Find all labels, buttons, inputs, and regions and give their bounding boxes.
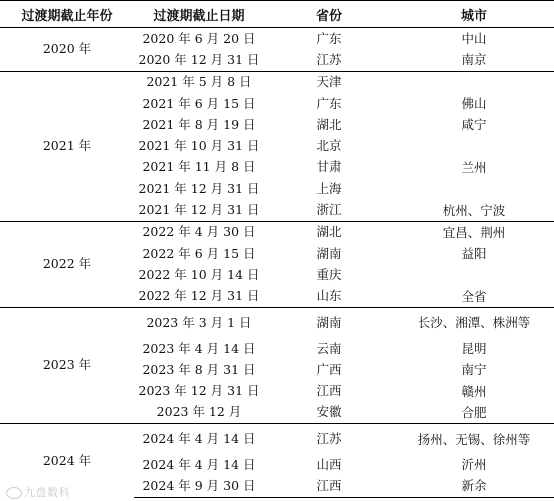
city-cell: 沂州 xyxy=(461,457,487,473)
header-province: 省份 xyxy=(264,1,394,28)
city-cell: 益阳 xyxy=(461,246,487,262)
city-cell: 长沙、湘潭、株洲等 xyxy=(394,307,554,338)
date-cell: 2022 年 12 月 31 日 xyxy=(138,288,260,304)
province-cell: 天津 xyxy=(264,71,394,93)
year-cell: 2024 年 xyxy=(0,424,134,498)
date-cell: 2021 年 12 月 31 日 xyxy=(138,180,260,196)
province-cell: 山西 xyxy=(316,456,342,472)
date-cell: 2021 年 12 月 31 日 xyxy=(138,202,260,218)
watermark-logo-icon xyxy=(6,487,22,499)
table-row xyxy=(0,28,554,50)
city-cell: 合肥 xyxy=(461,404,487,420)
province-cell: 湖南 xyxy=(316,245,342,261)
header-city: 城市 xyxy=(394,1,554,28)
province-cell: 山东 xyxy=(316,288,342,304)
date-cell: 2021 年 6 月 15 日 xyxy=(142,95,256,111)
date-cell: 2021 年 5 月 8 日 xyxy=(134,71,264,93)
table-row xyxy=(0,424,554,455)
province-cell: 北京 xyxy=(316,138,342,154)
city-cell: 扬州、无锡、徐州等 xyxy=(394,424,554,455)
header-date: 过渡期截止日期 xyxy=(134,1,264,28)
city-cell: 佛山 xyxy=(461,96,487,112)
table-row xyxy=(0,307,554,338)
date-cell: 2022 年 4 月 30 日 xyxy=(134,221,264,243)
date-cell: 2023 年 12 月 31 日 xyxy=(138,383,260,399)
date-cell: 2022 年 6 月 15 日 xyxy=(142,245,256,261)
city-cell xyxy=(394,178,554,199)
province-cell: 湖北 xyxy=(316,116,342,132)
date-cell: 2021 年 10 月 31 日 xyxy=(138,138,260,154)
province-cell: 江苏 xyxy=(316,51,342,67)
province-cell: 上海 xyxy=(316,180,342,196)
date-cell: 2023 年 8 月 31 日 xyxy=(142,361,256,377)
header-row xyxy=(0,1,554,28)
year-cell: 2022 年 xyxy=(0,221,134,307)
city-cell xyxy=(394,135,554,156)
province-cell: 江苏 xyxy=(264,424,394,455)
date-cell: 2021 年 11 月 8 日 xyxy=(142,159,256,175)
province-cell: 广西 xyxy=(316,361,342,377)
province-cell: 甘肃 xyxy=(316,159,342,175)
city-cell: 南京 xyxy=(461,52,487,68)
date-cell: 2022 年 10 月 14 日 xyxy=(138,266,260,282)
watermark xyxy=(6,484,70,500)
date-cell: 2020 年 6 月 20 日 xyxy=(134,28,264,50)
date-cell: 2023 年 12 月 xyxy=(156,404,242,420)
date-cell: 2021 年 8 月 19 日 xyxy=(142,116,256,132)
city-cell: 杭州、宁波 xyxy=(442,202,506,218)
year-cell: 2020 年 xyxy=(0,28,134,72)
table-row xyxy=(0,71,554,93)
city-cell: 兰州 xyxy=(461,159,487,175)
province-cell: 广东 xyxy=(264,28,394,50)
date-cell: 2023 年 3 月 1 日 xyxy=(134,307,264,338)
date-cell: 2020 年 12 月 31 日 xyxy=(138,51,260,67)
city-cell: 宜昌、荆州 xyxy=(394,221,554,243)
city-cell: 赣州 xyxy=(461,383,487,399)
city-cell: 昆明 xyxy=(461,341,487,356)
province-cell: 江西 xyxy=(264,475,394,497)
city-cell xyxy=(394,264,554,285)
header-year: 过渡期截止年份 xyxy=(0,1,134,28)
city-cell: 咸宁 xyxy=(461,117,487,133)
year-cell: 2021 年 xyxy=(0,71,134,221)
date-cell: 2024 年 9 月 30 日 xyxy=(134,475,264,497)
province-cell: 湖南 xyxy=(264,307,394,338)
province-cell: 浙江 xyxy=(316,202,342,218)
date-cell: 2024 年 4 月 14 日 xyxy=(134,424,264,455)
date-cell: 2023 年 4 月 14 日 xyxy=(142,340,256,356)
watermark-text: 九盘数科 xyxy=(24,486,70,499)
city-cell: 中山 xyxy=(394,28,554,50)
city-cell xyxy=(394,71,554,93)
city-cell: 全省 xyxy=(461,288,487,304)
province-cell: 安徽 xyxy=(316,404,342,420)
city-cell: 南宁 xyxy=(461,362,487,378)
table-row xyxy=(0,221,554,243)
province-cell: 湖北 xyxy=(264,221,394,243)
province-cell: 云南 xyxy=(316,340,342,356)
year-cell: 2023 年 xyxy=(0,307,134,423)
date-cell: 2024 年 4 月 14 日 xyxy=(142,456,256,472)
province-cell: 江西 xyxy=(316,383,342,399)
province-cell: 重庆 xyxy=(316,266,342,282)
city-cell: 新余 xyxy=(394,475,554,497)
province-cell: 广东 xyxy=(316,95,342,111)
